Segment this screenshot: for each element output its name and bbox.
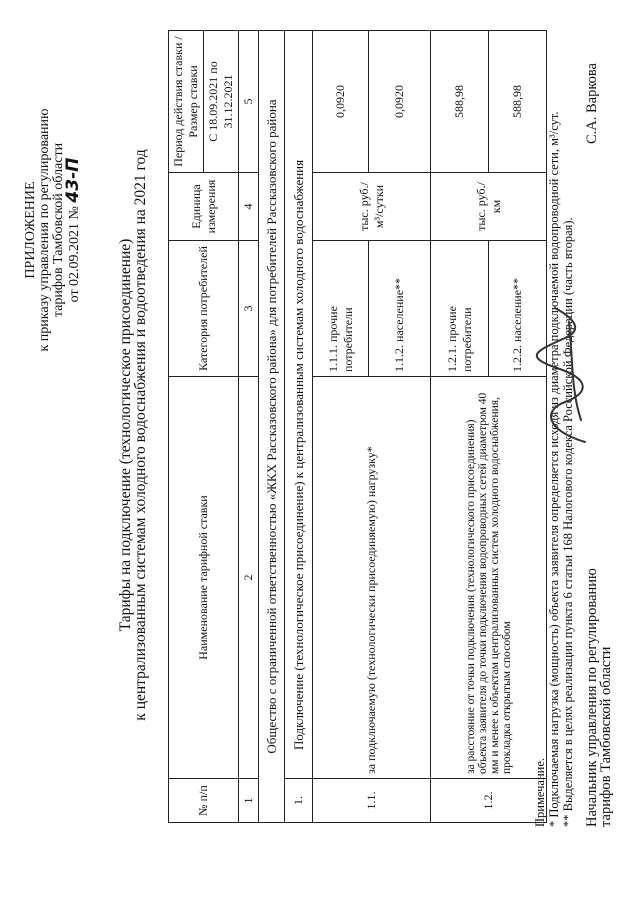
note-2: ** Выделяется в целях реализации пункта 6 статьи 168 Налогового кодекса Российской Федерации (часть вторая). (561, 217, 575, 827)
row-1-1-1-value: 0,0920 (313, 31, 369, 173)
row-1-1-1-category: 1.1.1. прочие потребители (313, 241, 369, 377)
header-period-range: С 18.09.2021 по 31.12.2021 (204, 31, 239, 173)
note-1: * Подключаемая нагрузка (мощность) объекта заявителя определяется исходя из диаметра подключаемой водопроводной сети, м³/сут. (547, 111, 561, 827)
tariff-table (168, 30, 547, 823)
title-line1: Тарифы на подключение (технологическое присоединение) (117, 238, 134, 632)
signatory-position-line1: Начальник управления по регулированию (584, 568, 600, 827)
document-title (118, 45, 148, 825)
header-category: Категория потребителей (169, 241, 239, 377)
row-1-2-1-value: 588,98 (431, 31, 489, 173)
col-number-1: 1 (239, 779, 259, 823)
row-1-1-2-category: 1.1.2. население** (369, 241, 431, 377)
order-reference-line3 (63, 80, 83, 380)
section-num: 1. (285, 779, 313, 823)
order-number-handwritten: 43-П (63, 157, 83, 203)
row-1-2-name: за расстояние от точки подключения (технологического присоединения) объекта заявителя до точки подключения водопроводных сетей диаметром 40 мм и менее к объектам централизованных систем холодного водоснабжения, прокладка открытым способом (431, 377, 547, 779)
title-line2: к централизованным системам холодного водоснабжения и водоотведения на 2021 год (132, 149, 149, 721)
order-reference-line1: к приказу управления по регулированию (37, 108, 52, 352)
header-name: Наименование тарифной ставки (169, 377, 239, 779)
organization-row: Общество с ограниченной ответственностью «ЖКХ Рассказовского района» для потребителей Рассказовского района (259, 31, 285, 823)
appendix-header (24, 80, 82, 380)
order-date: от 02.09.2021 № (67, 206, 82, 303)
header-unit: Единица измерения (169, 173, 239, 241)
notes (533, 111, 575, 827)
order-reference-line2: тарифов Тамбовской области (51, 142, 66, 318)
row-1-1-unit: тыс. руб./ м³/сутки (313, 173, 431, 241)
row-1-2-unit: тыс. руб./км (431, 173, 547, 241)
notes-heading: Примечание. (533, 757, 547, 827)
row-1-2-1-category: 1.2.1. прочие потребители (431, 241, 489, 377)
signatory-name: С.А. Варкова (584, 63, 600, 145)
col-number-5: 5 (239, 31, 259, 173)
section-title: Подключение (технологическое присоединение) к централизованным системам холодного водоснабжения (285, 31, 313, 779)
row-1-2-2-category: 1.2.2. население** (489, 241, 547, 377)
signature-block (585, 27, 613, 827)
row-1-2-2-value: 588,98 (489, 31, 547, 173)
header-num: № п/п (169, 779, 239, 823)
col-number-4: 4 (239, 173, 259, 241)
col-number-2: 2 (239, 377, 259, 779)
row-1-2-num: 1.2. (431, 779, 547, 823)
row-1-1-name: за подключаемую (технологически присоединяемую) нагрузку* (313, 377, 431, 779)
row-1-1-2-value: 0,0920 (369, 31, 431, 173)
appendix-title: ПРИЛОЖЕНИЕ (23, 181, 38, 279)
col-number-3: 3 (239, 241, 259, 377)
signatory-position-line2: тарифов Тамбовской области (598, 646, 614, 827)
header-period: Период действия ставки /Размер ставки (169, 31, 204, 173)
row-1-1-num: 1.1. (313, 779, 431, 823)
